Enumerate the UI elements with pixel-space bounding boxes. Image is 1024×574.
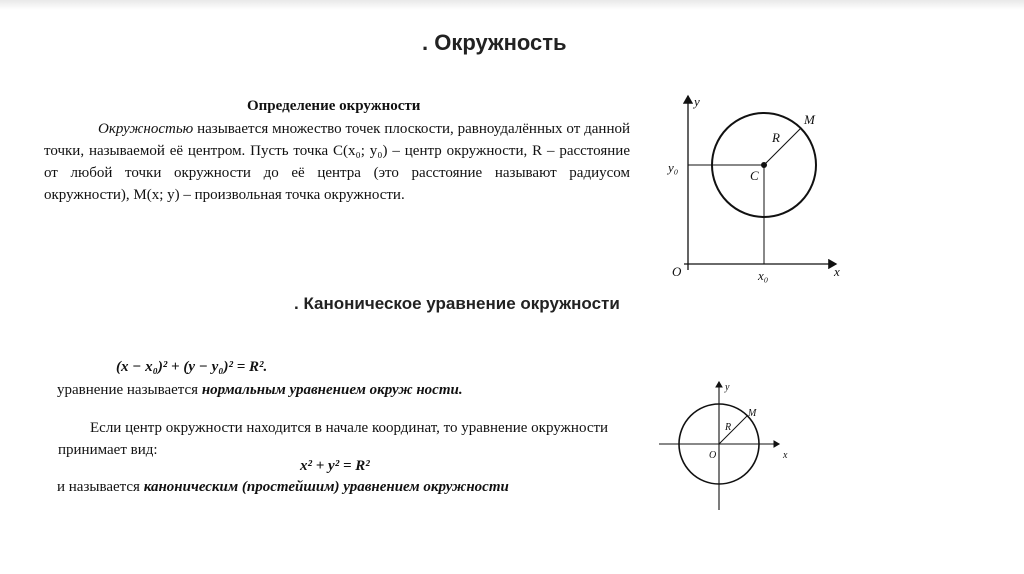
x-axis-label: x [783,450,788,461]
y-axis-label: y [694,94,700,109]
canonical-equation-term: каноническим (простейшим) уравнением окружности [143,479,509,495]
x-axis-label: x [834,264,840,279]
normal-equation-caption: уравнение называется нормальным уравнением окруж ности. [57,382,463,398]
radius-label: R [772,130,780,145]
definition-heading: Определение окружности [247,98,421,114]
normal-equation: (x − x₀)² + (y − y₀)² = R². [116,359,268,375]
radius-label: R [725,422,732,433]
origin-label: O [709,450,717,461]
circle-diagram-main [660,90,850,290]
radius-line [764,128,801,165]
point-m-label: M [748,408,757,419]
normal-equation-term: нормальным уравнением окруж ности. [201,382,463,398]
definition-term: Окружностью [98,121,194,137]
center-point [761,162,767,168]
center-label: C [750,168,759,183]
top-band [0,0,1024,10]
bottom-band [0,530,1024,574]
origin-center-paragraph: Если центр окружности находится в начале координат, то уравнение окружности принимает вид: [58,420,609,458]
point-m-label: M [804,112,815,127]
slide-title: . Окружность [422,30,567,55]
definition-paragraph [44,118,630,206]
x0-label: x₀ [758,268,769,283]
section-heading-canonical: . Каноническое уравнение окружности [294,294,620,313]
origin-label: O [672,264,682,279]
y0-label: y₀ [668,160,679,175]
radius-line [719,416,747,444]
definition-text: называется множество точек плоскости, равноудалённых от данной точки, называемой её центром. Пусть точка C(x₀; y₀) – центр окружности, R – расстояние от любой точки окружности до её центра (это расстояние называют радиусом окружности), M(x; y) – произвольная точка окружности. [44,121,630,203]
canonical-equation: x² + y² = R² [300,458,370,474]
circle-diagram-origin [655,378,795,514]
y-axis-label: y [725,382,730,393]
canonical-equation-caption: и называется каноническим (простейшим) уравнением окружности [57,479,509,495]
